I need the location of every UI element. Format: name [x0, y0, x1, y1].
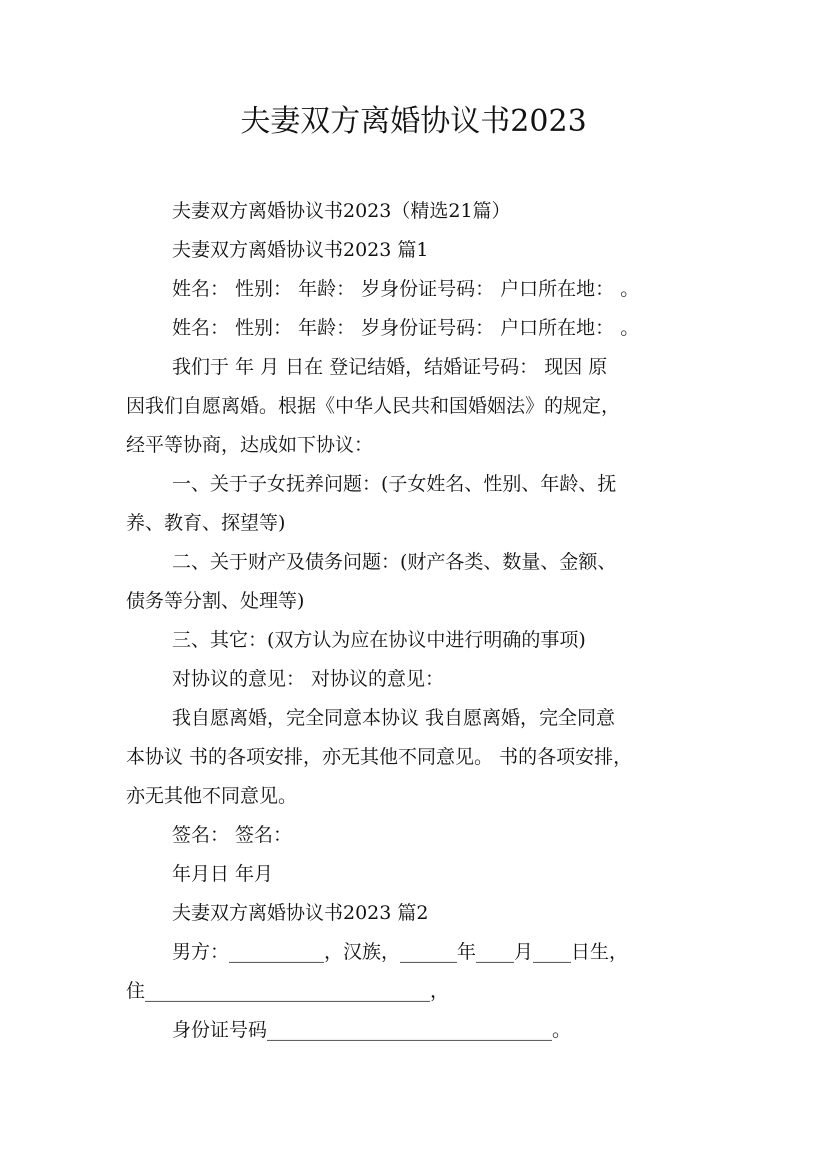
text-line: 二、关于财产及债务问题：(财产各类、数量、金额、 — [172, 551, 617, 573]
text-line: 夫妻双方离婚协议书2023（精选21篇） — [172, 200, 511, 222]
text-line: 养、教育、探望等) — [126, 512, 286, 534]
text-line: 我们于 年 月 日在 登记结婚，结婚证号码： 现因 原 — [172, 356, 608, 378]
text-line: 夫妻双方离婚协议书2023 篇2 — [172, 902, 429, 924]
document-title: 夫妻双方离婚协议书2023 — [240, 104, 587, 139]
text-line: 一、关于子女抚养问题：(子女姓名、性别、年龄、抚 — [172, 473, 617, 495]
text-line: 我自愿离婚，完全同意本协议 我自愿离婚，完全同意 — [172, 707, 616, 729]
text-line: 本协议 书的各项安排，亦无其他不同意见。 书的各项安排， — [126, 746, 633, 768]
text-line: 姓名： 性别： 年龄： 岁身份证号码： 户口所在地： 。 — [172, 278, 640, 300]
text-line: 签名： 签名： — [172, 824, 293, 846]
text-line: 三、其它：(双方认为应在协议中进行明确的事项) — [172, 629, 586, 651]
text-line: 对协议的意见： 对协议的意见： — [172, 668, 445, 690]
text-line: 亦无其他不同意见。 — [126, 785, 298, 807]
text-line: 男方：__________，汉族，______年____月____日生， — [172, 941, 629, 963]
text-line: 住______________________________， — [126, 980, 450, 1002]
text-line: 年月日 年月 — [172, 863, 274, 885]
text-line: 夫妻双方离婚协议书2023 篇1 — [172, 239, 429, 261]
text-line: 债务等分割、处理等) — [126, 590, 305, 612]
text-line: 姓名： 性别： 年龄： 岁身份证号码： 户口所在地： 。 — [172, 317, 640, 339]
text-line: 经平等协商，达成如下协议： — [126, 434, 374, 456]
text-line: 因我们自愿离婚。根据《中华人民共和国婚姻法》的规定， — [126, 395, 621, 417]
text-line: 身份证号码______________________________。 — [172, 1019, 572, 1041]
